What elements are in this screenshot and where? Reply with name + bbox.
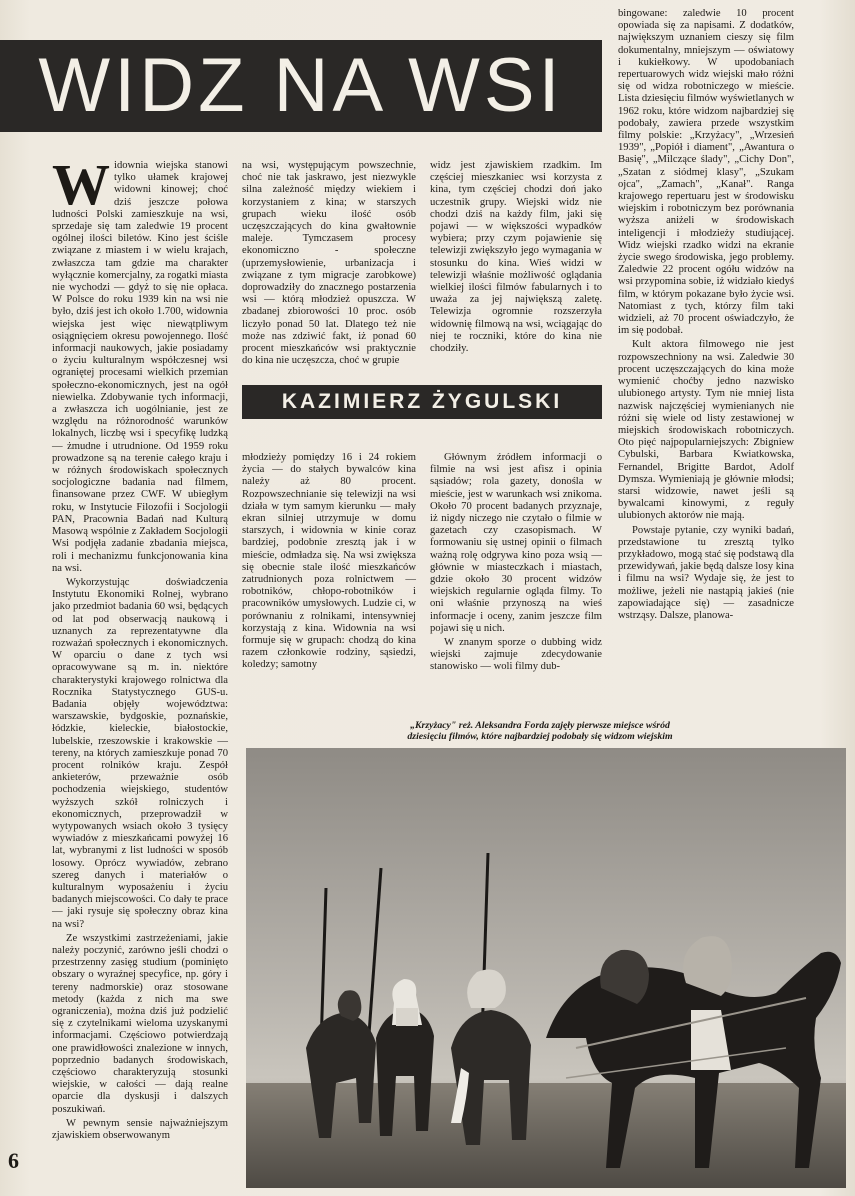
col1-paragraph-3: Ze wszystkimi zastrzeżeniami, jakie należy poczynić, zarówno jeśli chodzi o przestrzenny zasięg studium (pominięto obszary o wyraźnej specyfice, np. góry i tereny nadmorskie) oraz stosowane metody (każda z nich ma swe ograniczenia), można dziś już podzielić się z czytelnikami wieloma uzyskanymi informacjami. Częściowo potwierdzają one prawidłowości znalezione w innych, poprzednio badanych środowiskach, częściowo charakteryzują stosunki wiejskie, w całości — dają realne oparcie dla dyskusji i dalszych poszukiwań. bbox=[52, 932, 228, 1115]
col3-top-paragraph: widz jest zjawiskiem rzadkim. Im częściej mieszkaniec wsi korzysta z kina, tym częściej chodzi doń jako uczestnik grupy. Wiejski widz nie chodzi dziś na każdy film, jaki się pojawi — w większości wypadków wybiera; przy czym pojawienie się telewizji zwiększyło jego wymagania w stosunku do kina. Wieś widzi w telewizji właśnie możliwość oglądania wielkiej ilości filmów fabularnych i to uważa za jej największą zaletę. Telewizja ogromnie rozszerzyła widownię filmową na wsi, wciągając do niej te roczniki, które do kina nie chodziły. bbox=[430, 160, 602, 355]
page-number: 6 bbox=[8, 1148, 19, 1173]
column-1 bbox=[52, 152, 228, 1145]
col1-paragraph-4: W pewnym sensie najważniejszym zjawiskiem obserwowanym bbox=[52, 1117, 228, 1142]
col4-paragraph-1: bingowane: zaledwie 10 procent opowiada się za napisami. Z dodatków, największym uznaniem cieszy się film dokumentalny, mniejszym — oświatowy i kukiełkowy. W upodobaniach repertuarowych widz wiejski mało różni się od widza robotniczego w mieście. Lista dziesięciu filmów wyświetlanych w 1962 roku, które widzom najbardziej się podobały, zawiera przede wszystkim filmy polskie: „Krzyżacy", „Wrzesień 1939", „Popiół i diament", „Awantura o Basię", „Milczące ślady", „Cichy Don", „Szatan z siódmej klasy", „Szukam ojca", „Zamach", „Kanał". Ranga krajowego repertuaru jest w środowisku wiejskim i robotniczym bez porównania wyższa aniżeli w środowiskach inteligencji i młodzieży studiującej. Widz wiejski rzadko widzi na ekranie życie swego środowiska, jego problemy. Zaledwie 22 procent ogółu widzów na wsi przypomina sobie, iż widziało kiedyś film, w którym pokazane było życie wsi. Natomiast z tych, którzy film taki widzieli, aż 70 procent oświadczyło, że im się podobał. bbox=[618, 8, 794, 337]
author-band bbox=[242, 385, 602, 419]
film-still-photo bbox=[246, 748, 846, 1188]
column-3-top bbox=[430, 160, 602, 360]
column-4 bbox=[618, 8, 794, 706]
author-name: KAZIMIERZ ŻYGULSKI bbox=[281, 390, 563, 413]
col4-paragraph-3: Powstaje pytanie, czy wyniki badań, przedstawione tu zresztą tylko przykładowo, mogą stać się podstawą dla przewidywań, jakie będą dalsze losy kina i filmu na wsi? Wydaje się, że jest to możliwe, jeżeli nie nastąpią jakieś (nie zapowiadające się) — zasadnicze wstrząsy. Dalsze, planowa- bbox=[618, 524, 794, 621]
col2-top-paragraph: na wsi, występującym powszechnie, choć nie tak jaskrawo, jest niezwykle silna zależność między wiekiem i korzystaniem z kina; w starszych grupach wieku ilość osób uczęszczających do kina gwałtownie maleje. Tymczasem procesy ekonomiczno - społeczne (uprzemysłowienie, urbanizacja i związane z tym migracje zarobkowe) doprowadziły do znacznego postarzenia wsi — którą młodzież opuszcza. W zbadanej zbiorowości 10 proc. osób liczyło ponad 50 lat. Dlatego też nie może nas zdziwić fakt, iż ponad 60 procent mieszkańców wsi praktycznie do kina nie uczęszcza, choć w grupie bbox=[242, 160, 416, 367]
column-2-mid bbox=[242, 452, 416, 702]
column-3-mid bbox=[430, 452, 602, 702]
col4-paragraph-2: Kult aktora filmowego nie jest rozpowszechniony na wsi. Zaledwie 30 procent uczęszczających do kina może wymienić choćby jedno nazwisko ulubionego artysty. Tym nie mniej lista nazwisk najczęściej wymienianych nie różni się wiele od listy zestawionej w miejskich środowiskach robotniczych. Oto pięć najpopularniejszych: Zbigniew Cybulski, Barbara Kwiatkowska, Fernandel, Brigitte Bardot, Adolf Dymsza. Wymieniają je głównie młodsi; starsi widzowie, nawet jeśli są bywalcami kinowymi, z reguły ulubionych aktorów nie mają. bbox=[618, 339, 794, 522]
column-2-top bbox=[242, 160, 416, 367]
drop-cap: W bbox=[52, 152, 110, 217]
col1-paragraph-2: Wykorzystując doświadczenia Instytutu Ekonomiki Rolnej, wybrano jako przedmiot badania 60 wsi, będących od lat pod obserwacją naukową i uznanych za reprezentatywne dla rozważań społecznych i ekonomicznych. W oparciu o dane z tych wsi opracowywane są m. in. niektóre charakterystyki krajowego rolnictwa dla Rocznika Statystycznego GUS-u. Badania objęły województwa: warszawskie, bydgoskie, poznańskie, łódzkie, kieleckie, białostockie, lubelskie, rzeszowskie i krakowskie — tereny, na których zamieszkuje ponad 70 procent rolników kraju. Zespół ankieterów, przeważnie osób pochodzenia wiejskiego, studentów wyższych szkół rolniczych i ekonomicznych, przeprowadził w wytypowanych wsiach około 3 tysięcy wywiadów z mieszkańcami powyżej 16 lat, wybranymi z list ludności w sposób losowy. Oprócz wywiadów, zebrano szereg danych i materiałów o kulturalnym wyposażeniu i życiu badanych miejscowości. Co dały te prace — jaki rysuje się społeczny obraz kina na wsi? bbox=[52, 576, 228, 930]
col2-mid-paragraph: młodzieży pomiędzy 16 i 24 rokiem życia — do stałych bywalców kina należy aż 80 procent. Rozpowszechnianie się telewizji na wsi działa w tym samym kierunku — mały ekran silniej utrzymuje w domu starszych, i widownia w kinie coraz bardziej, podobnie zresztą jak i w mieście, odmładza się. Na wsi zwiększa się obecnie stale ilość mieszkańców zatrudnionych poza rolnictwem — robotników, chłopo-robotników i pracowników umysłowych. Ludzie ci, w porównaniu z rolnikami, intensywniej korzystają z kina. Widownia na wsi formuje się w grupach: chodzą do kina razem członkowie rodziny, sąsiedzi, koledzy; samotny bbox=[242, 452, 416, 671]
photo-caption: „Krzyżacy" reż. Aleksandra Forda zajęły pierwsze miejsce wśród dziesięciu filmów, które najbardziej podobały się widzom wiejskim bbox=[407, 720, 673, 742]
col1-p1-text: idownia wiejska stanowi tylko ułamek krajowej widowni kinowej; choć dziś jeszcze połowa ludności Polski zamieszkuje na wsi, sprzedaje się tam zaledwie 19 procent ogólnej ilości biletów. Kino jest ściśle związane z miastem i w wielu krajach, zwłaszcza tam gdzie ma charakter wyłącznie komercjalny, za rogatki miasta nie wychodzi — gdyż to się nie opłaca. W Polsce do roku 1939 kin na wsi nie było, dziś jest ich około 1.700, widownia wiejska jest więc niewątpliwym osiągnięciem okresu powojennego. Ilość informacji naukowych, jakie posiadamy o życiu kulturalnym współczesnej wsi ograniętej procesami wielkich przemian społeczno-ekonomicznych, jest na ogół niewielka. Zdobywanie tych informacji, a zwłaszcza ich uogólnianie, jest ze względu na różnorodność warunków lokalnych, liczbę wsi i specyfikę ludzką — żmudne i utrudnione. Od 1959 roku prowadzone są na terenie całego kraju i w różnych środowiskach społecznych socjologiczne badania nad filmem, finansowane przez CWF. W ubiegłym roku, w Instytucie Filozofii i Socjologii PAN, Pracownia Badań nad Kulturą Masową wspólnie z Zakładem Socjologii Wsi podjęła zadanie zbadania miejsca, roli i mechanizmu funkcjonowania kina na wsi. bbox=[52, 160, 228, 574]
col1-paragraph-1 bbox=[52, 152, 228, 575]
article-title: WIDZ NA WSI bbox=[38, 43, 564, 128]
col3-mid-paragraph-1: Głównym źródłem informacji o filmie na wsi jest afisz i opinia sąsiadów; rola gazety, donośla w mieście, jest w warunkach wsi znikoma. Około 70 procent badanych przyznaje, iż nigdy niczego nie czytało o filmie w gazetach czy czasopismach. W formowaniu się ustnej opinii o filmach ważną rolę odgrywa kino poza wsią — głównie w miasteczkach i miastach, gdzie około 30 procent widzów wiejskich regularnie ogląda filmy. To oni właśnie przynoszą na wieś informacje i oceny, zanim jeszcze film pojawi się u nich. bbox=[430, 452, 602, 634]
knights-on-horseback-image bbox=[246, 748, 846, 1188]
col3-mid-paragraph-2: W znanym sporze o dubbing widz wiejski zajmuje zdecydowanie stanowisko — woli filmy dub- bbox=[430, 637, 602, 673]
